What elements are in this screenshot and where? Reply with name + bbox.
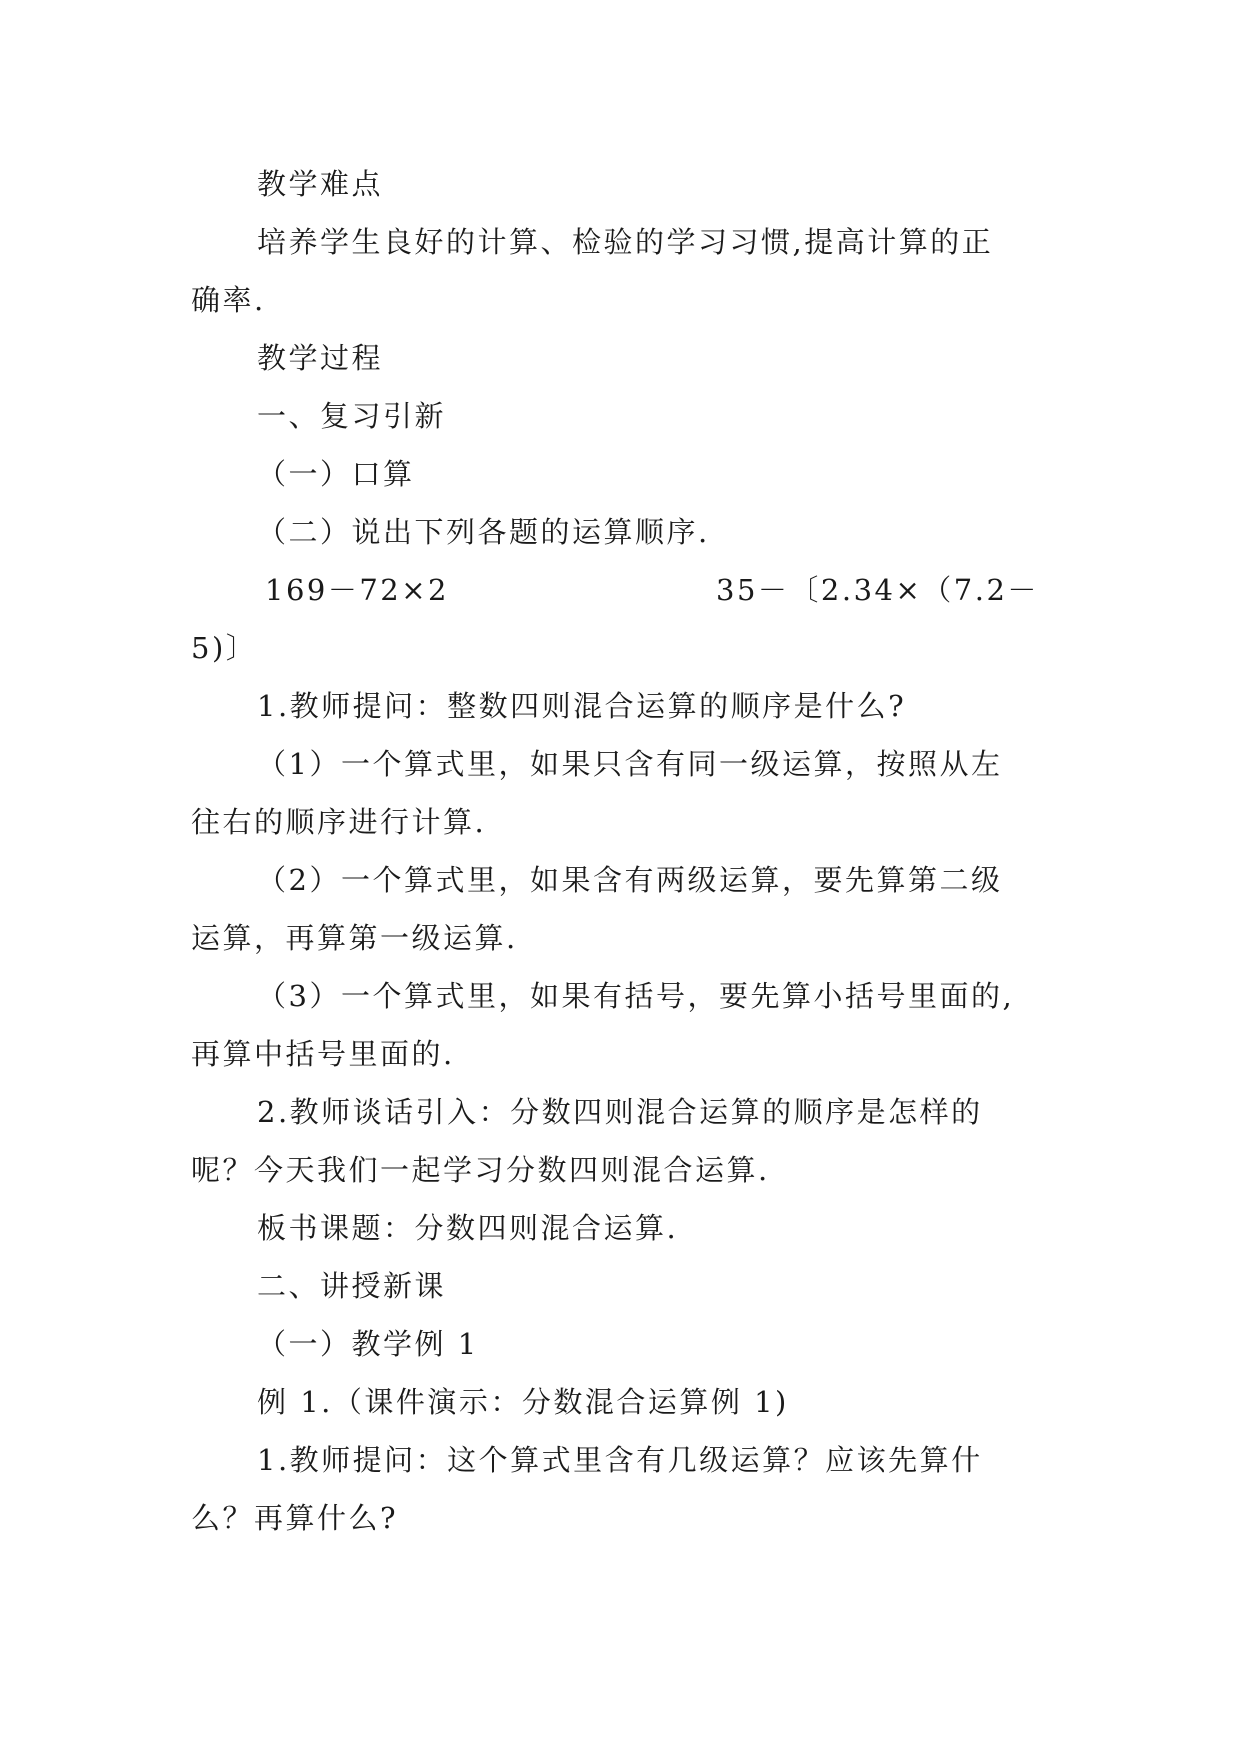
paragraph-line: 么？再算什么? xyxy=(191,1501,399,1535)
paragraph-line: 往右的顺序进行计算. xyxy=(191,805,487,839)
paragraph-line: 1.教师提问：整数四则混合运算的顺序是什么? xyxy=(257,689,907,723)
paragraph-line: （1）一个算式里，如果只含有同一级运算，按照从左 xyxy=(257,747,1003,781)
heading-teaching-process: 教学过程 xyxy=(257,341,384,375)
paragraph-line: 呢？今天我们一起学习分数四则混合运算. xyxy=(191,1153,770,1187)
paragraph-line: 确率. xyxy=(191,283,266,317)
expression-2: 35－〔2.34×（7.2－ xyxy=(716,573,1039,607)
paragraph-line: （3）一个算式里，如果有括号，要先算小括号里面的, xyxy=(257,979,1015,1013)
section-heading-new-lesson: 二、讲授新课 xyxy=(257,1269,447,1303)
paragraph-line: （2）一个算式里，如果含有两级运算，要先算第二级 xyxy=(257,863,1003,897)
paragraph-line: 板书课题：分数四则混合运算. xyxy=(257,1211,679,1245)
paragraph-line: 运算，再算第一级运算. xyxy=(191,921,518,955)
paragraph-line: 再算中括号里面的. xyxy=(191,1037,455,1071)
subsection-oral-calc: （一）口算 xyxy=(257,457,415,491)
subsection-example-1: （一）教学例 1 xyxy=(257,1327,479,1361)
paragraph-line: 1.教师提问：这个算式里含有几级运算？应该先算什 xyxy=(257,1443,983,1477)
paragraph-line: 培养学生良好的计算、检验的学习习惯,提高计算的正 xyxy=(257,225,994,259)
expression-1: 169－72×2 xyxy=(265,573,450,607)
heading-teaching-difficulty: 教学难点 xyxy=(257,167,384,201)
paragraph-line: 2.教师谈话引入：分数四则混合运算的顺序是怎样的 xyxy=(257,1095,983,1129)
subsection-order: （二）说出下列各题的运算顺序. xyxy=(257,515,710,549)
expression-2-continued: 5)〕 xyxy=(191,631,258,665)
paragraph-line: 例 1.（课件演示：分数混合运算例 1) xyxy=(257,1385,789,1419)
section-heading-review: 一、复习引新 xyxy=(257,399,447,433)
